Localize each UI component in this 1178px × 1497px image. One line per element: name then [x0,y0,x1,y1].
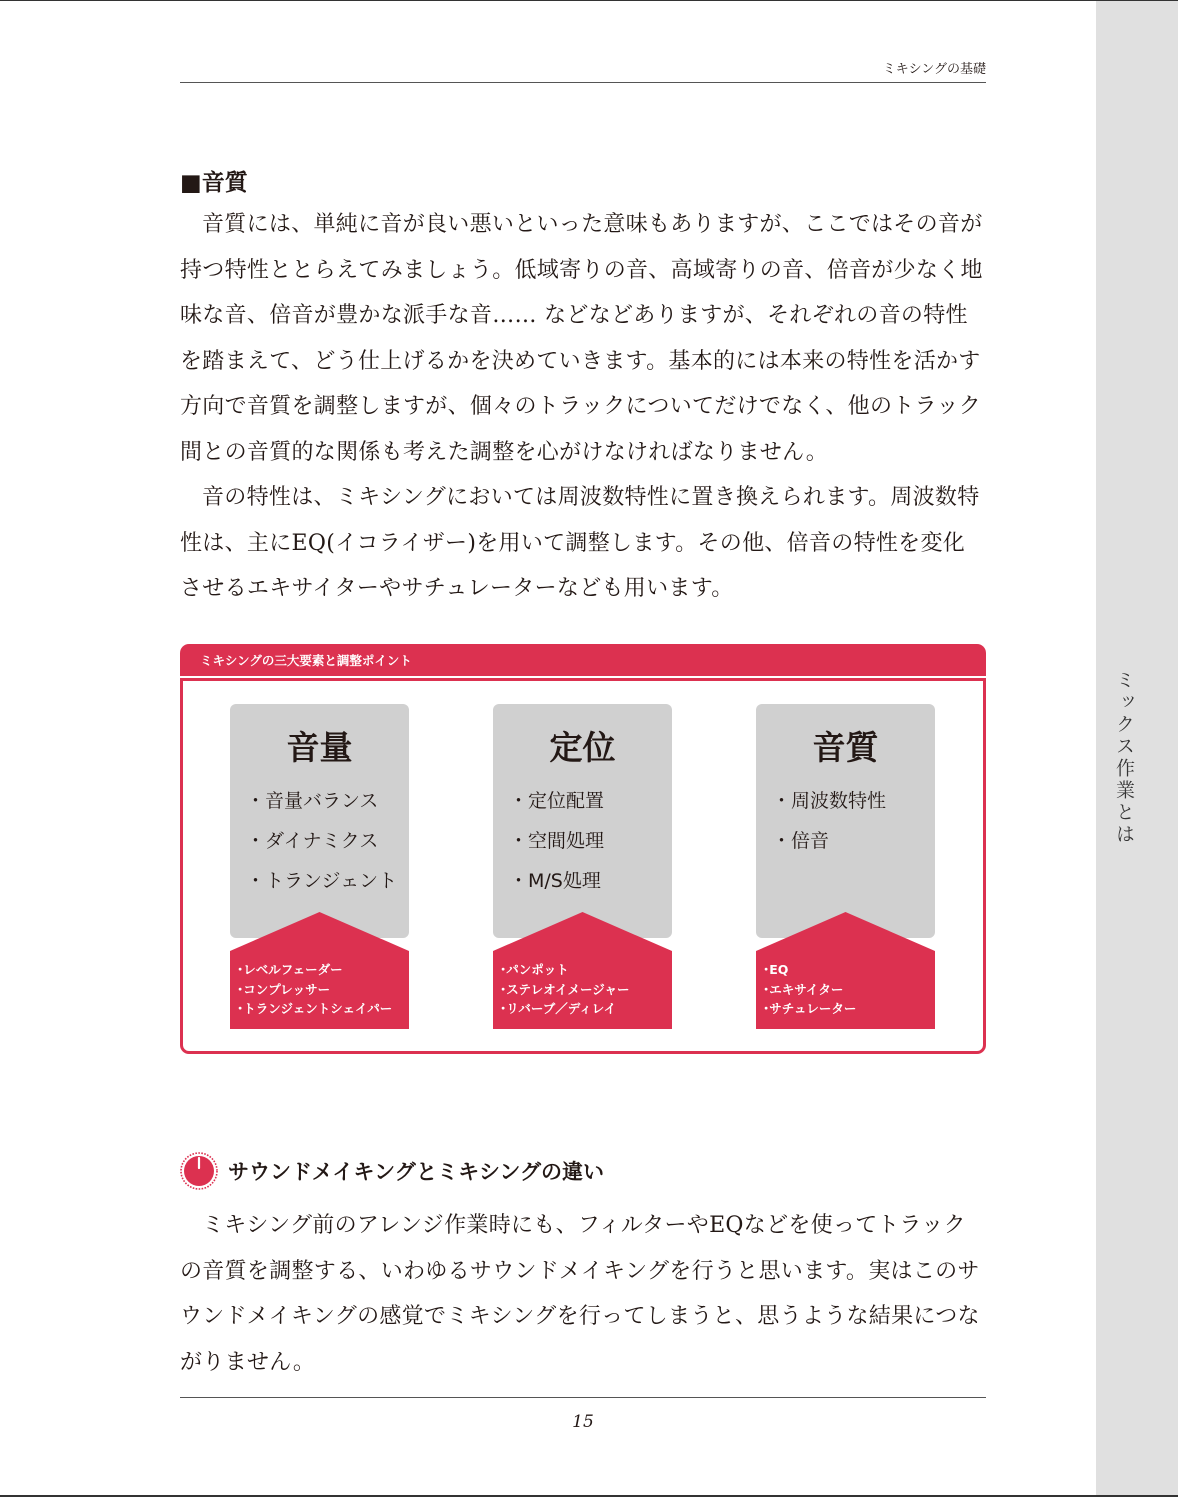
running-head: ミキシングの基礎 [180,60,986,83]
tool-item: ･ステレオイメージャー [500,981,630,997]
subsection-title: サウンドメイキングとミキシングの違い [228,1160,605,1184]
list-item: ・定位配置 [509,790,605,812]
list-item: ・M/S処理 [509,870,601,892]
column-card [756,704,935,938]
diagram-title: ミキシングの三大要素と調整ポイント [200,653,412,668]
tool-item: ･リバーブ／ディレイ [500,1001,617,1016]
list-item: ・トランジェント [246,870,398,892]
list-item: ・音量バランス [246,790,379,812]
tool-item: ･トランジェントシェイパー [237,1001,393,1016]
list-item: ・空間処理 [509,830,605,852]
diagram-column-tone [756,704,935,1029]
paragraph: 音の特性は、ミキシングにおいては周波数特性に置き換えられます。周波数特性は、主にEQ(イコライザー)を用いて調整します。その他、倍音の特性を変化させるエキサイターやサチュレーターなども用います。 [180,485,980,601]
list-item: ・倍音 [772,830,830,852]
column-card [493,704,672,938]
column-items [509,781,674,901]
column-title: 定位 [549,728,616,767]
subsection-body [180,1203,986,1385]
page-top-border [0,0,1178,1]
list-item: ・ダイナミクス [246,830,379,852]
column-items [246,781,411,901]
column-tools [237,960,392,1019]
column-title: 音質 [812,728,879,767]
page-number: 15 [572,1412,594,1432]
column-card [230,704,409,938]
section-heading: ■音質 [180,170,248,196]
footer-rule [180,1397,986,1398]
knob-icon [180,1152,218,1190]
tool-item: ･サチュレーター [763,1001,857,1016]
diagram-column-panning [493,704,672,1029]
tool-item: ･コンプレッサー [237,981,331,997]
list-item: ・周波数特性 [772,790,887,812]
side-tab-label: ミックス作業とは [1113,670,1135,846]
tool-item: ･エキサイター [763,981,844,997]
column-tools [763,960,856,1019]
diagram-header [180,644,986,676]
column-tools [500,960,630,1019]
paragraph: 音質には、単純に音が良い悪いといった意味もありますが、ここではその音が持つ特性ととらえてみましょう。低域寄りの音、高域寄りの音、倍音が少なく地味な音、倍音が豊かな派手な音…… などなどありますが、それぞれの音の特性を踏まえて、どう仕上げるかを決めていきます。基本的には本来の特性を活かす方向で音質を調整しますが、個々のトラックについてだけでなく、他のトラック間との音質的な関係も考えた調整を心がけなければなりません。 [180,212,983,465]
tool-item: ･パンポット [500,962,569,977]
column-title: 音量 [286,728,353,767]
tool-item: ･レベルフェーダー [237,962,343,977]
column-items [772,781,937,861]
paragraph: ミキシング前のアレンジ作業時にも、フィルターやEQなどを使ってトラックの音質を調整する、いわゆるサウンドメイキングを行うと思います。実はこのサウンドメイキングの感覚でミキシングを行ってしまうと、思うような結果につながりません。 [180,1213,980,1375]
diagram-column-volume [230,704,409,1029]
section-body [180,202,986,612]
tool-item: ･EQ [763,962,789,977]
